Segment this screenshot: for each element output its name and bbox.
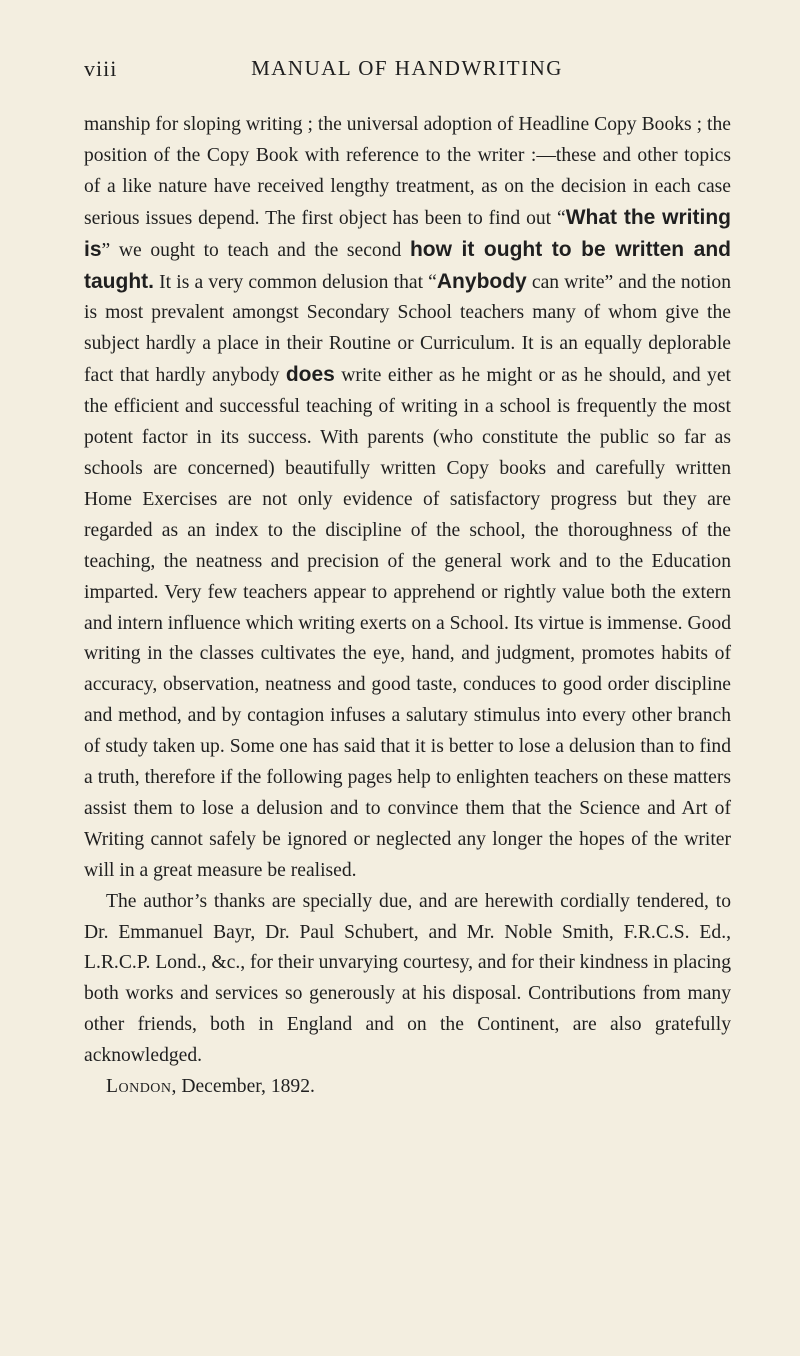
text-segment: manship for sloping writing ; the universal adoption of Headline Copy Books ; the position of the Copy Book with reference to the writer :—these and other topics of a like nature have received lengthy treatment, as on the decision in each case serious issues depend. The first object has been to find out “ <box>84 114 731 229</box>
text-segment: ” we ought to teach and the second <box>101 239 410 261</box>
signature-line <box>84 1072 731 1103</box>
emphasis-how-it-ought: how it ought to be written and taught. <box>84 237 731 293</box>
emphasis-what-the-writing-is: What the writing is <box>84 205 731 261</box>
running-head: MANUAL OF HANDWRITING <box>251 56 563 80</box>
paragraph-acknowledgements: The author’s thanks are specially due, and are herewith cordially tendered, to Dr. Emmanuel Bayr, Dr. Paul Schubert, and Mr. Noble Smith, F.R.C.S. Ed., L.R.C.P. Lond., &c., for their unvarying courtesy, and for their kindness in placing both works and services so generously at his disposal. Contributions from many other friends, both in England and on the Continent, are also gratefully acknowledged. <box>84 890 731 1067</box>
page-number: viii <box>84 56 118 81</box>
text-segment: can write” and the notion is most prevalent amongst Secondary School teachers many of whom give the subject hardly a place in their Routine or Curriculum. It is an equally deplorable fact that hardly anybody <box>84 271 731 387</box>
text-segment: It is a very common delusion that “ <box>153 271 437 293</box>
paragraph-continuation <box>84 110 731 887</box>
signature-date: , December, 1892. <box>171 1076 315 1098</box>
emphasis-does: does <box>285 363 335 387</box>
page-header <box>84 56 730 86</box>
text-segment: write either as he might or as he should, and yet the efficient and successful teaching of writing in a school is frequently the most potent factor in its success. With parents (who constitute the public so far as schools are concerned) beautifully written Copy books and carefully written Home Exercises are not only evidence of satisfactory progress but they are regarded as an index to the discipline of the school, the thoroughness of the teaching, the neatness and precision of the general work and to the Education imparted. Very few teachers appear to apprehend or rightly value both the extern and intern influence which writing exerts on a School. Its virtue is immense. Good writing in the classes cultivates the eye, hand, and judgment, promotes habits of accuracy, observation, neatness and good taste, conduces to good order discipline and method, and by contagion infuses a salutary stimulus into every other branch of study taken up. Some one has said that it is better to lose a delusion than to find a truth, therefore if the following pages help to enlighten teachers on these matters assist them to lose a delusion and to convince them that the Science and Art of Writing cannot safely be ignored or neglected any longer the hopes of the writer will in a great measure be realised. <box>84 365 731 881</box>
body-text <box>84 110 731 1103</box>
signature-place: London <box>106 1076 172 1098</box>
emphasis-anybody: Anybody <box>436 269 527 293</box>
